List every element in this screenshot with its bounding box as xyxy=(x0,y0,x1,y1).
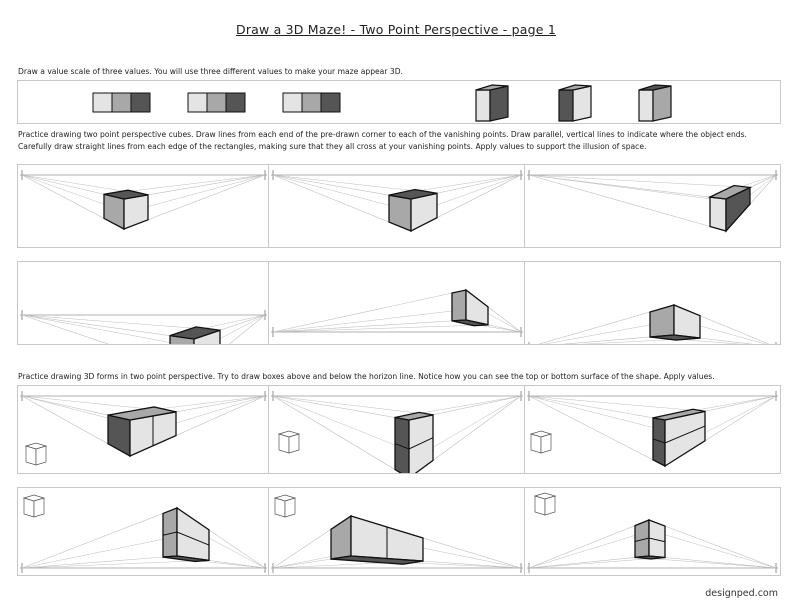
guide-line xyxy=(22,315,194,339)
box-right-face xyxy=(411,193,437,231)
value-swatch xyxy=(93,93,112,112)
guide-line xyxy=(529,396,705,411)
box-left-face xyxy=(452,290,466,321)
cubes-instructions-line-2: Carefully draw straight lines from each edge of the rectangles, making sure that they all cross at your vanishing points. Apply values to support the illusion of space. xyxy=(18,142,647,151)
practice-panel xyxy=(268,164,526,248)
cube-right-face xyxy=(490,86,508,121)
guide-line xyxy=(529,520,649,568)
perspective-drawing xyxy=(525,165,780,247)
practice-panel xyxy=(524,487,781,576)
cube-right-face xyxy=(573,86,591,121)
value-scale-1 xyxy=(93,93,150,112)
reference-sketch xyxy=(275,495,295,517)
box-right-face xyxy=(665,411,705,466)
sketch-left xyxy=(531,434,541,453)
perspective-box xyxy=(635,520,665,559)
box-right-face xyxy=(124,195,148,229)
practice-panel xyxy=(268,261,526,345)
perspective-drawing xyxy=(525,262,780,344)
guide-line xyxy=(649,520,776,568)
perspective-drawing xyxy=(18,488,269,575)
perspective-drawing xyxy=(18,262,269,344)
box-left-face xyxy=(389,195,411,231)
value-swatch xyxy=(207,93,226,112)
perspective-drawing xyxy=(18,165,269,247)
practice-panel xyxy=(268,487,526,576)
box-right-face xyxy=(674,305,700,338)
practice-panel xyxy=(17,164,270,248)
box-bottom-face xyxy=(635,556,665,559)
guide-line xyxy=(22,508,177,568)
guide-line xyxy=(529,556,649,568)
sketch-right xyxy=(36,446,46,465)
perspective-drawing xyxy=(269,165,525,247)
value-scale-3 xyxy=(283,93,340,112)
cubes-instructions-line-1: Practice drawing two point perspective cubes. Draw lines from each end of the pre-drawn corner to each of the vanishing points. Draw parallel, vertical lines to indicate where the object ends. xyxy=(18,130,747,139)
practice-panel xyxy=(17,385,270,474)
forms-instructions: Practice drawing 3D forms in two point perspective. Try to draw boxes above and below the horizon line. Notice how you can see the top or bottom surface of the shape. Apply values. xyxy=(18,372,715,381)
sketch-left xyxy=(275,498,285,517)
value-scale-instructions: Draw a value scale of three values. You will use three different values to make your maze appear 3D. xyxy=(18,67,403,76)
guide-line xyxy=(649,556,776,568)
guide-line xyxy=(529,396,665,466)
sketch-left xyxy=(24,498,34,517)
value-swatch xyxy=(321,93,340,112)
perspective-drawing xyxy=(269,262,525,344)
guide-line xyxy=(22,556,177,568)
value-swatch xyxy=(112,93,131,112)
perspective-box xyxy=(650,305,700,340)
sketch-right xyxy=(285,498,295,517)
perspective-box xyxy=(170,327,220,344)
box-left-face xyxy=(104,194,124,229)
reference-sketch xyxy=(26,443,46,465)
guide-line xyxy=(529,175,750,187)
perspective-box xyxy=(452,290,488,326)
value-swatch xyxy=(302,93,321,112)
sketch-left xyxy=(26,446,36,465)
box-left-face xyxy=(108,415,130,456)
value-swatch xyxy=(226,93,245,112)
cube-right-face xyxy=(653,86,671,121)
perspective-box xyxy=(163,508,209,561)
practice-panel xyxy=(268,385,526,474)
practice-panel xyxy=(524,261,781,345)
value-swatch xyxy=(283,93,302,112)
sketch-right xyxy=(545,496,555,515)
box-left-face xyxy=(395,418,409,473)
guide-line xyxy=(529,175,726,199)
example-cube-3 xyxy=(639,85,671,121)
site-credit: designped.com xyxy=(705,588,778,599)
perspective-box xyxy=(331,516,423,564)
page-title: Draw a 3D Maze! - Two Point Perspective - page 1 xyxy=(236,22,556,37)
practice-panel xyxy=(17,487,270,576)
reference-sketch xyxy=(531,431,551,453)
value-scale-drawing xyxy=(18,81,780,123)
guide-line xyxy=(529,558,665,568)
sketch-right xyxy=(289,434,299,453)
box-left-face xyxy=(331,516,351,559)
sketch-right xyxy=(34,498,44,517)
perspective-box xyxy=(653,409,705,466)
perspective-drawing xyxy=(269,488,525,575)
guide-line xyxy=(529,396,665,420)
value-scale-2 xyxy=(188,93,245,112)
perspective-box xyxy=(395,412,433,473)
example-cube-1 xyxy=(476,85,508,121)
box-left-face xyxy=(650,305,674,337)
guide-line xyxy=(22,560,209,568)
guide-line xyxy=(22,315,194,344)
perspective-drawing xyxy=(525,488,780,575)
perspective-box xyxy=(104,190,148,229)
perspective-drawing xyxy=(525,386,780,473)
cube-left-face xyxy=(559,90,573,121)
sketch-right xyxy=(541,434,551,453)
example-cube-2 xyxy=(559,85,591,121)
guide-line xyxy=(529,175,726,231)
reference-sketch xyxy=(535,493,555,515)
practice-panel xyxy=(524,385,781,474)
box-right-face xyxy=(466,290,488,325)
box-right-face xyxy=(409,415,433,473)
practice-panel xyxy=(524,164,781,248)
perspective-box xyxy=(710,186,750,231)
cube-left-face xyxy=(639,90,653,121)
guide-line xyxy=(22,315,220,330)
sketch-left xyxy=(535,496,545,515)
value-swatch xyxy=(131,93,150,112)
reference-sketch xyxy=(24,495,44,517)
perspective-drawing xyxy=(269,386,525,473)
sketch-left xyxy=(279,434,289,453)
perspective-box xyxy=(108,407,176,456)
value-swatch xyxy=(188,93,207,112)
perspective-drawing xyxy=(18,386,269,473)
reference-sketch xyxy=(279,431,299,453)
cube-left-face xyxy=(476,90,490,121)
practice-panel xyxy=(17,261,270,345)
value-scale-panel xyxy=(17,80,781,124)
box-left-face xyxy=(710,197,726,231)
perspective-box xyxy=(389,190,437,231)
